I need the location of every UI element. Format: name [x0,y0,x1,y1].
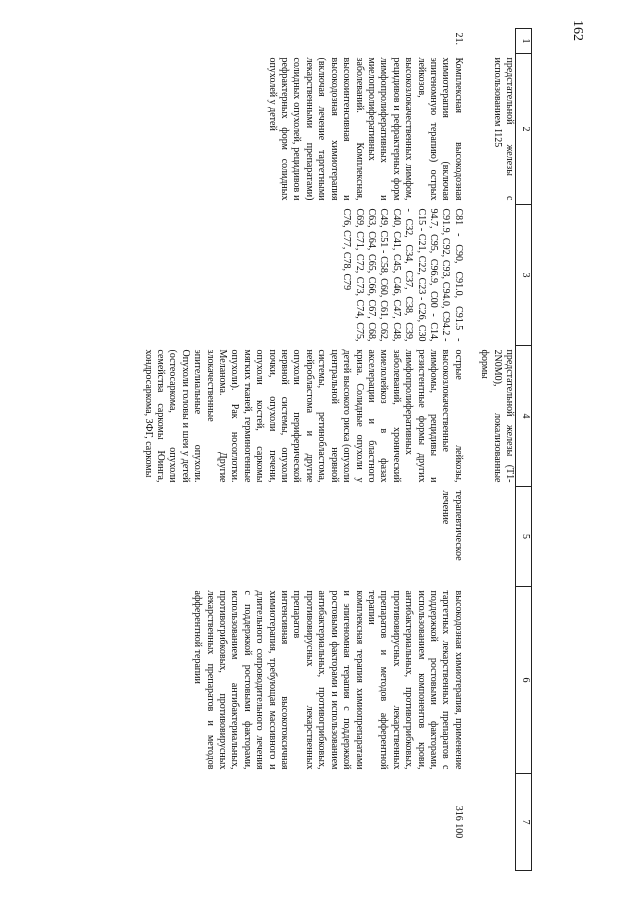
column-number: 4 [516,346,532,487]
services-table [141,28,532,871]
column-number: 2 [516,54,532,205]
treatment-cell [141,587,478,774]
page-number: 162 [570,20,585,41]
column-number: 1 [516,29,532,54]
column-number: 5 [516,487,532,587]
continuation-method: предстательной железы с использованием I125 [491,57,515,201]
cost-cell: 316 100 [452,805,464,839]
treatment-paragraph-3: интенсивная высокотоксичная химиотерапия, требующая массивного и длительного сопроводительного лечения с поддержкой ростовыми факторами, использованием антибактериальных, противогрибковых, противовирусных лекарственных препаратов и методов афферентной терапии [192,590,291,770]
column-number-row [516,29,532,871]
disease-cell: острые лейкозы, высокозлокачественные лимфомы, рецидивы и резистентные формы других лимфопролиферативных заболеваний, хронический миелолейкоз в фазах акселерации и бластного криза. Солидные опухоли у детей высокого риска (опухоли центральной нервной системы, ретинобластома, нейробластома и другие опухоли периферической нервной системы, опухоли почки, опухоли печени, опухоли костей, саркомы мягких тканей, герминогенные опухоли). Рак носоглотки. Меланома. Другие злокачественные эпителиальные опухоли. Опухоли головы и шеи у детей (остеосаркома, опухоли семейства саркомы Юинга, хондросаркома, ЗФГ, саркомы [142,349,464,483]
column-number: 3 [516,205,532,346]
treatment-paragraph-1: высокодозная химиотерапия, применение таргетных лекарственных препаратов с поддержкой ростовыми факторами, использованием компонентов крови, антибактериальных, противогрибковых, противовирусных лекарственных препаратов и методов афферентной терапии [365,590,464,770]
row-number: 21. [452,32,464,45]
continuation-row [478,29,516,871]
treatment-type-cell: терапевтическое лечение [440,490,464,561]
column-number: 6 [516,587,532,774]
treatment-paragraph-2: комплексная терапия химиопрепаратами и эпигеномная терапия с поддержкой ростовыми факторами и использованием антибактериальных, противогрибковых, противовирусных лекарственных препаратов [291,590,365,770]
table-row-21 [141,29,478,871]
column-number: 7 [516,774,532,871]
method-cell: Комплексная высокодозная химиотерапия (включая эпигеномную терапию) острых лейкозов, высокозлокачественных лимфом, рецидивов и рефрактерных форм лимфопролиферативных и миелопролиферативных заболеваний. Комплексная, высокоинтенсивная и высокодозная химиотерапия (включая лечение таргетными лекарственными препаратами) солидных опухолей, рецидивов и рефрактерных форм солидных опухолей у детей [266,57,464,201]
continuation-disease: предстательной железы (T1-2N0M0), локализованные формы [479,349,515,483]
icd-codes-cell: C81 - C90, C91.0, C91.5 - C91.9, C92, C93, C94.0, C94.2 - 94.7, C95, C96.9, C00 - C14, C15 - C21, C22, C23 - C26, C30 - C32, C34, C37, C38, C39, C40, C41, C45, C46, C47, C48, C49, C51 - C58, C60, C61, C62, C63, C64, C65, C66, C67, C68, C69, C71, C72, C73, C74, C75, C76, C77, C78, C79 [341,208,464,342]
